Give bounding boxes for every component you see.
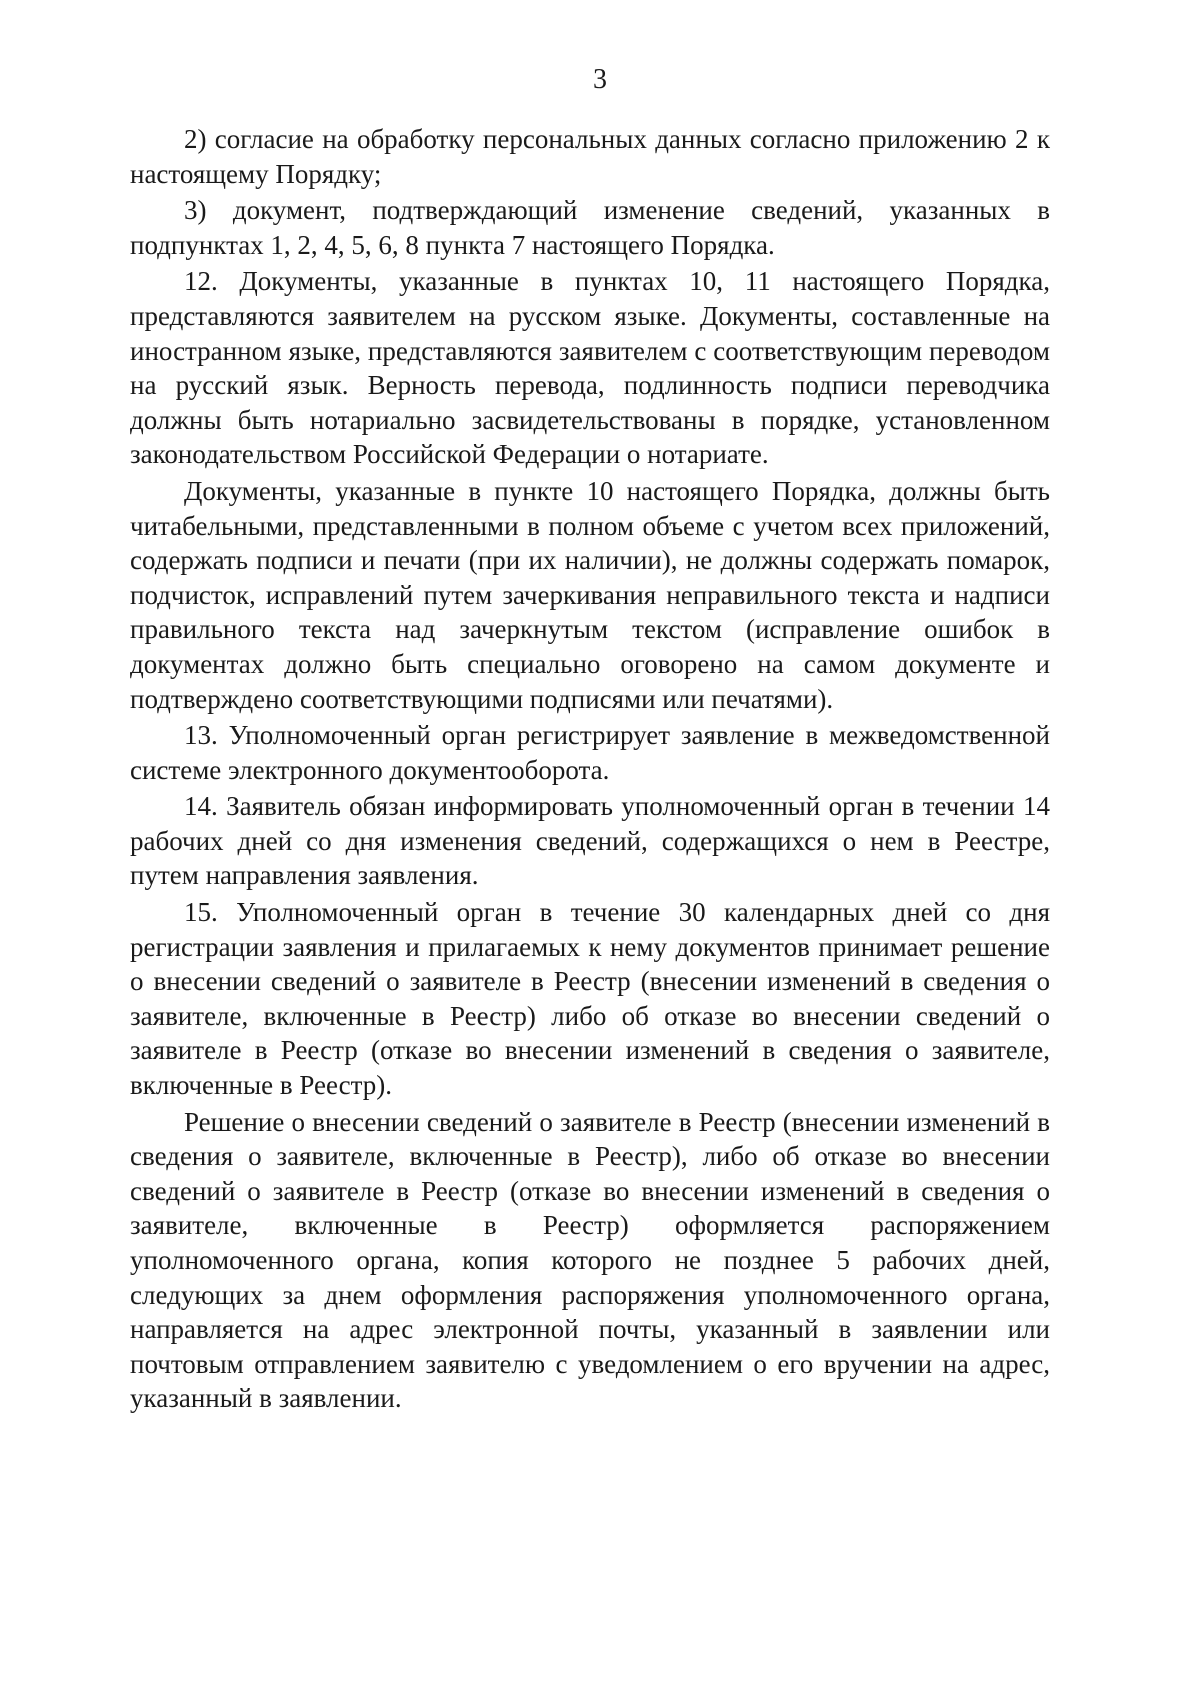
paragraph-clause-15: 15. Уполномоченный орган в течение 30 календарных дней со дня регистрации заявления и прилагаемых к нему документов принимает решение о внесении сведений о заявителе в Реестр (внесении изменений в сведения о заявителе, включенные в Реестр) либо об отказе во внесении сведений о заявителе в Реестр (отказе во внесении изменений в сведения о заявителе, включенные в Реестр). [130,897,1050,1101]
paragraph-clause-13: 13. Уполномоченный орган регистрирует заявление в межведомственной системе электронного документооборота. [130,720,1050,785]
paragraph-clause-12: 12. Документы, указанные в пунктах 10, 11 настоящего Порядка, представляются заявителем на русском языке. Документы, составленные на иностранном языке, представляются заявителем с соответствующим переводом на русский язык. Верность перевода, подлинность подписи переводчика должны быть нотариально засвидетельствованы в порядке, установленном законодательством Российской Федерации о нотариате. [130,266,1050,470]
paragraph-clause-14: 14. Заявитель обязан информировать уполномоченный орган в течении 14 рабочих дней со дня изменения сведений, содержащихся о нем в Реестре, путем направления заявления. [130,791,1050,891]
page-number: 3 [593,64,607,95]
document-body [130,122,1050,1418]
paragraph-item-3-change-document: 3) документ, подтверждающий изменение сведений, указанных в подпунктах 1, 2, 4, 5, 6, 8 пункта 7 настоящего Порядка. [130,195,1050,260]
paragraph-decision: Решение о внесении сведений о заявителе в Реестр (внесении изменений в сведения о заявителе, включенные в Реестр), либо об отказе во внесении сведений о заявителе в Реестр (отказе во внесении изменений в сведения о заявителе, включенные в Реестр) оформляется распоряжением уполномоченного органа, копия которого не позднее 5 рабочих дней, следующих за днем оформления распоряжения уполномоченного органа, направляется на адрес электронной почты, указанный в заявлении или почтовым отправлением заявителю с уведомлением о его вручении на адрес, указанный в заявлении. [130,1106,1050,1414]
paragraph-documents-requirements: Документы, указанные в пункте 10 настоящего Порядка, должны быть читабельными, представленными в полном объеме с учетом всех приложений, содержать подписи и печати (при их наличии), не должны содержать помарок, подчисток, исправлений путем зачеркивания неправильного текста и надписи правильного текста над зачеркнутым текстом (исправление ошибок в документах должно быть специально оговорено на самом документе и подтверждено соответствующими подписями или печатями). [130,475,1050,714]
paragraph-item-2-consent: 2) согласие на обработку персональных данных согласно приложению 2 к настоящему Порядку; [130,124,1050,189]
